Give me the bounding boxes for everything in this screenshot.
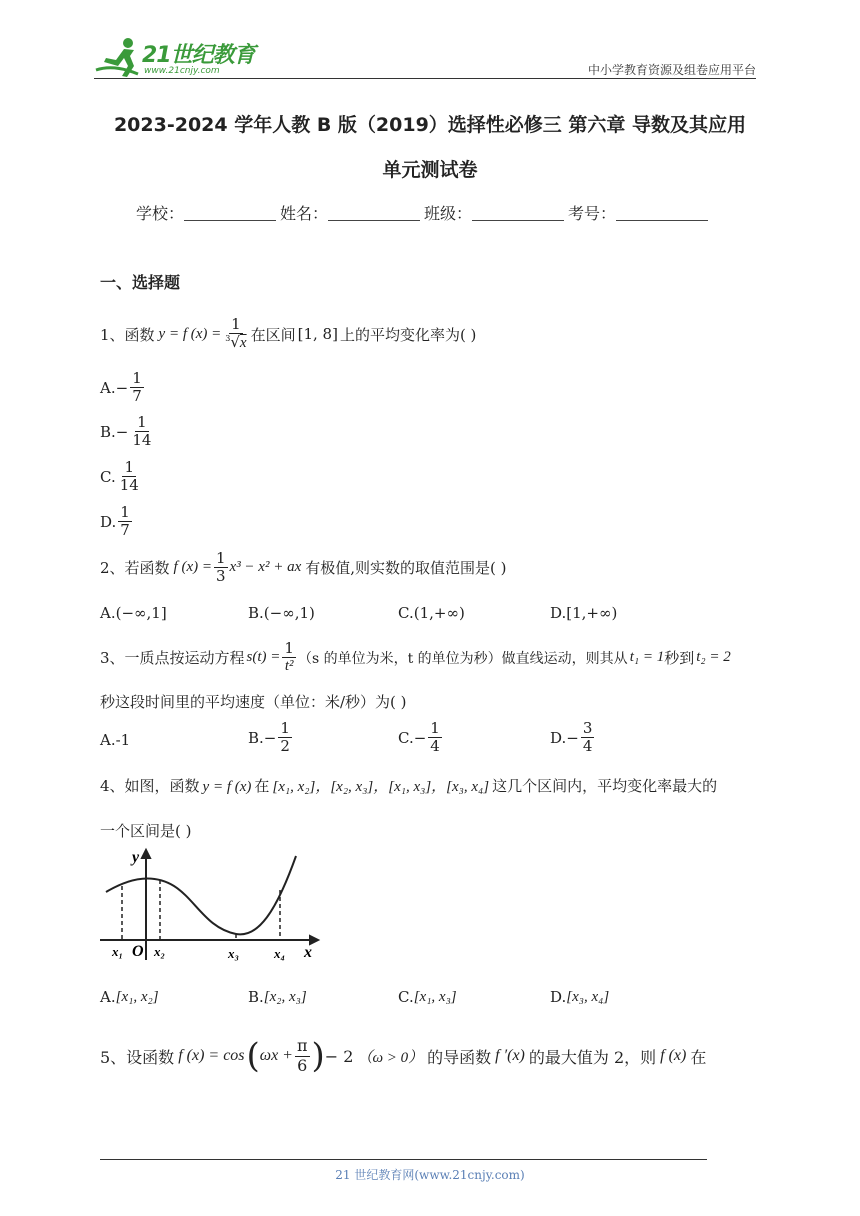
q2-function: f (x) = — [173, 559, 212, 576]
q4-option-c[interactable]: C. [x₁, x₃] — [398, 988, 457, 1006]
x4-label: x₄ — [274, 946, 286, 961]
q2-fraction: $\frac{1}{3}$ — [215, 549, 226, 586]
q4-option-d[interactable]: D. [x₃, x₄] — [550, 988, 610, 1006]
q4-option-b[interactable]: B. [x₂, x₃] — [248, 988, 307, 1006]
q5-left-paren: ( — [246, 1036, 260, 1076]
q4-line2: 一个区间是( ) — [100, 822, 192, 840]
question-5 — [100, 1036, 706, 1076]
footer-text[interactable]: 21 世纪教育网(www.21cnjy.com) — [335, 1168, 525, 1182]
q4-text-end: 这几个区间内，平均变化率最大的 — [492, 777, 718, 795]
q1-fraction: $\frac{1}{^3√x}$ — [225, 315, 247, 352]
q4-intervals: [x₁, x₂]，[x₂, x₃]，[x₁, x₃]，[x₃, x₄] — [272, 779, 490, 795]
class-label: 班级： — [424, 204, 473, 223]
question-3 — [100, 640, 731, 676]
q1-option-c[interactable]: C. $\frac{1}{14}$ — [100, 458, 139, 495]
q5-function: f (x) = cos — [178, 1047, 245, 1064]
q3-t1: t₁ = 1 — [629, 649, 665, 666]
q5-fraction: $\frac{\pi}{6}$ — [296, 1036, 308, 1075]
q3-text-mid: （s 的单位为米，t 的单位为秒）做直线运动，则其从 — [297, 650, 628, 667]
q5-text-end: 在 — [690, 1047, 707, 1067]
q2-prefix: 2、若函数 — [100, 559, 170, 578]
page-title-line2: 单元测试卷 — [382, 159, 478, 181]
header-platform: 中小学教育资源及组卷应用平台 — [587, 63, 756, 77]
q1-text-mid: 在区间 — [250, 325, 296, 344]
q3-line2: 秒这段时间里的平均速度（单位：米/秒）为( ) — [100, 693, 407, 711]
q5-text-mid: 的导函数 — [427, 1047, 492, 1067]
y-label: y — [132, 849, 140, 866]
q4-text-in: 在 — [254, 777, 270, 795]
name-field[interactable] — [328, 206, 420, 221]
name-label: 姓名： — [280, 204, 329, 223]
header-rule — [94, 78, 756, 79]
q3-function: s(t) = — [246, 649, 281, 666]
section-heading: 一、选择题 — [100, 273, 181, 292]
q2-expression: x³ − x² + ax — [229, 559, 302, 576]
q5-derivative: f ′(x) — [495, 1047, 525, 1064]
q2-option-d[interactable]: D. [1,+∞) — [550, 604, 618, 622]
school-label: 学校： — [136, 204, 185, 223]
exam-number-label: 考号： — [568, 204, 617, 223]
question-2 — [100, 550, 507, 586]
q3-option-a[interactable]: A. -1 — [100, 731, 131, 749]
runner-logo-icon — [94, 36, 146, 78]
y-axis-arrow-icon — [142, 850, 150, 858]
q3-option-b[interactable]: B. − $\frac{1}{2}$ — [248, 719, 290, 756]
q4-function-graph — [96, 842, 326, 964]
q4-prefix: 4、如图，函数 — [100, 777, 200, 795]
curve — [106, 856, 296, 934]
x3-label: x₃ — [228, 946, 240, 961]
school-field[interactable] — [184, 206, 276, 221]
q3-text-mid2: 秒到 — [664, 649, 695, 668]
q5-function-ref: f (x) — [660, 1047, 687, 1064]
q3-option-c[interactable]: C. − $\frac{1}{4}$ — [398, 719, 440, 756]
q2-option-b[interactable]: B. (−∞,1) — [248, 604, 315, 622]
q3-t2: t₂ = 2 — [696, 649, 731, 666]
q1-option-b[interactable]: B. − $\frac{1}{14}$ — [100, 413, 152, 450]
origin-label: O — [132, 943, 144, 960]
page-title-line1: 2023-2024 学年人教 B 版（2019）选择性必修三 第六章 导数及其应用 — [113, 114, 747, 136]
exam-number-field[interactable] — [616, 206, 708, 221]
class-field[interactable] — [472, 206, 564, 221]
header-logo — [94, 36, 264, 80]
q5-prefix: 5、设函数 — [100, 1047, 175, 1067]
q4-option-a[interactable]: A. [x₁, x₂] — [100, 988, 159, 1006]
x2-label: x₂ — [154, 944, 166, 959]
q3-option-d[interactable]: D. − $\frac{3}{4}$ — [550, 719, 593, 756]
q2-option-c[interactable]: C. (1,+∞) — [398, 604, 465, 622]
q1-option-a[interactable]: A. − $\frac{1}{7}$ — [100, 369, 142, 406]
info-fields — [136, 201, 712, 224]
q5-condition: （ω > 0） — [357, 1049, 424, 1066]
x-label: x — [304, 944, 312, 961]
question-4 — [100, 775, 717, 796]
q2-option-a[interactable]: A. (−∞,1] — [100, 604, 167, 622]
q1-function: y = f (x) = — [158, 325, 222, 342]
q1-option-d[interactable]: D. $\frac{1}{7}$ — [100, 503, 130, 540]
q1-text-end: 上的平均变化率为( ) — [339, 325, 477, 344]
q4-function: y = f (x) — [202, 779, 252, 795]
question-1 — [100, 316, 476, 353]
q5-text-mid2: 的最大值为 2，则 — [528, 1047, 657, 1067]
logo-url: www.21cnjy.com — [144, 66, 220, 76]
q5-inner: ωx + — [259, 1047, 293, 1064]
q1-prefix: 1、函数 — [100, 325, 155, 344]
x-axis-arrow-icon — [310, 936, 318, 944]
x1-label: x₁ — [112, 944, 124, 959]
q5-right-paren: ) — [311, 1036, 325, 1076]
q5-tail: − 2 — [324, 1046, 354, 1066]
q1-interval: [1, 8] — [297, 325, 338, 344]
q2-text-end: 有极值,则实数的取值范围是( ) — [305, 559, 507, 578]
footer-rule — [100, 1159, 707, 1160]
logo-text: 21世纪教育 — [142, 43, 255, 68]
q3-prefix: 3、一质点按运动方程 — [100, 649, 245, 668]
q3-fraction: $\frac{1}{\text{t²}}$ — [284, 639, 294, 675]
